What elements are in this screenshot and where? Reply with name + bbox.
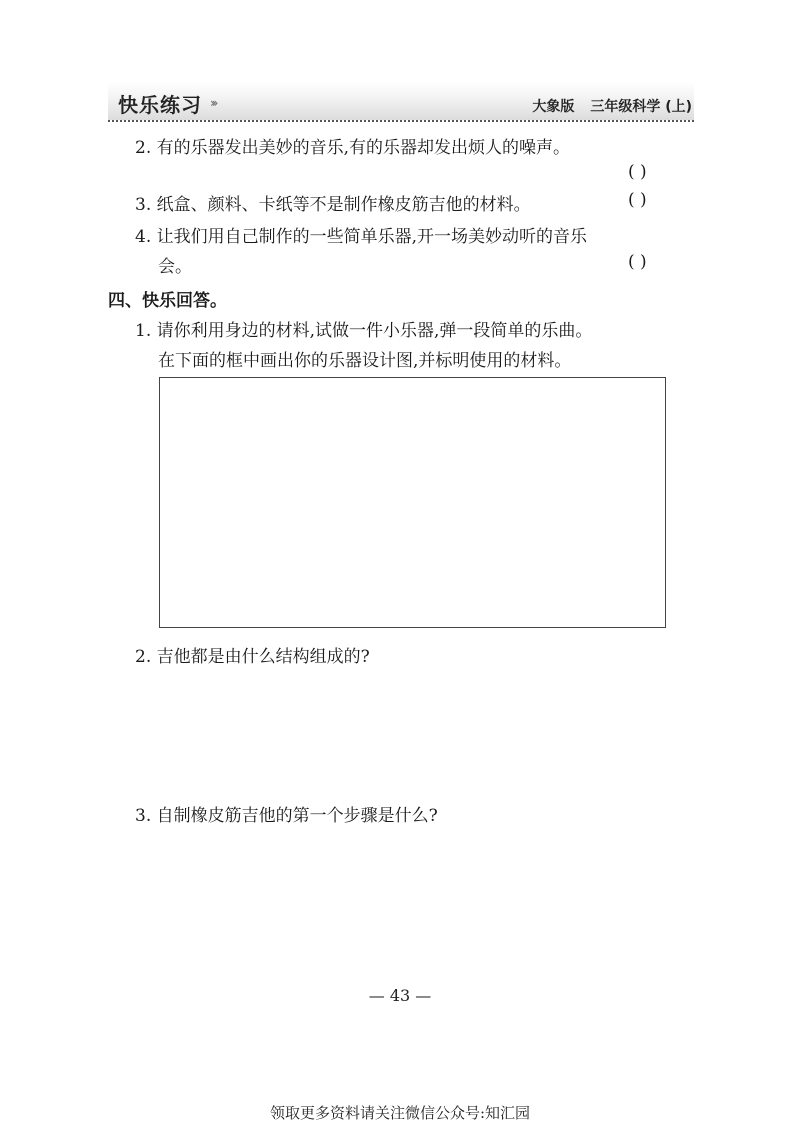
answer-question-2: 2. 吉他都是由什么结构组成的? [135,647,370,667]
answer-paren-4[interactable]: ( ) [628,252,647,272]
header-title: 快乐练习 [118,93,202,117]
subject-label: 三年级科学 (上) [590,99,692,115]
judge-question-3: 3. 纸盒、颜料、卡纸等不是制作橡皮筋吉他的材料。 [135,195,531,215]
chevron-right-icon: ››› [210,96,216,110]
judge-question-4-line2: 会。 [158,257,192,277]
publisher-label: 大象版 [532,99,575,115]
header-divider [108,120,694,122]
footer-note: 领取更多资料请关注微信公众号:知汇园 [269,1104,531,1122]
judge-question-4-line1: 4. 让我们用自己制作的一些简单乐器,开一场美妙动听的音乐 [135,227,588,247]
judge-question-2: 2. 有的乐器发出美妙的音乐,有的乐器却发出烦人的噪声。 [135,138,571,158]
answer-paren-3[interactable]: ( ) [628,190,647,210]
drawing-box[interactable] [159,377,666,628]
section-heading: 四、快乐回答。 [108,291,227,311]
answer-question-1-line1: 1. 请你利用身边的材料,试做一件小乐器,弹一段简单的乐曲。 [135,321,593,341]
answer-question-3: 3. 自制橡皮筋吉他的第一个步骤是什么? [135,806,438,826]
page-number: — 43 — [368,986,432,1005]
answer-question-1-line2: 在下面的框中画出你的乐器设计图,并标明使用的材料。 [158,351,572,371]
header-meta [532,96,692,116]
answer-paren-2[interactable]: ( ) [628,162,647,182]
